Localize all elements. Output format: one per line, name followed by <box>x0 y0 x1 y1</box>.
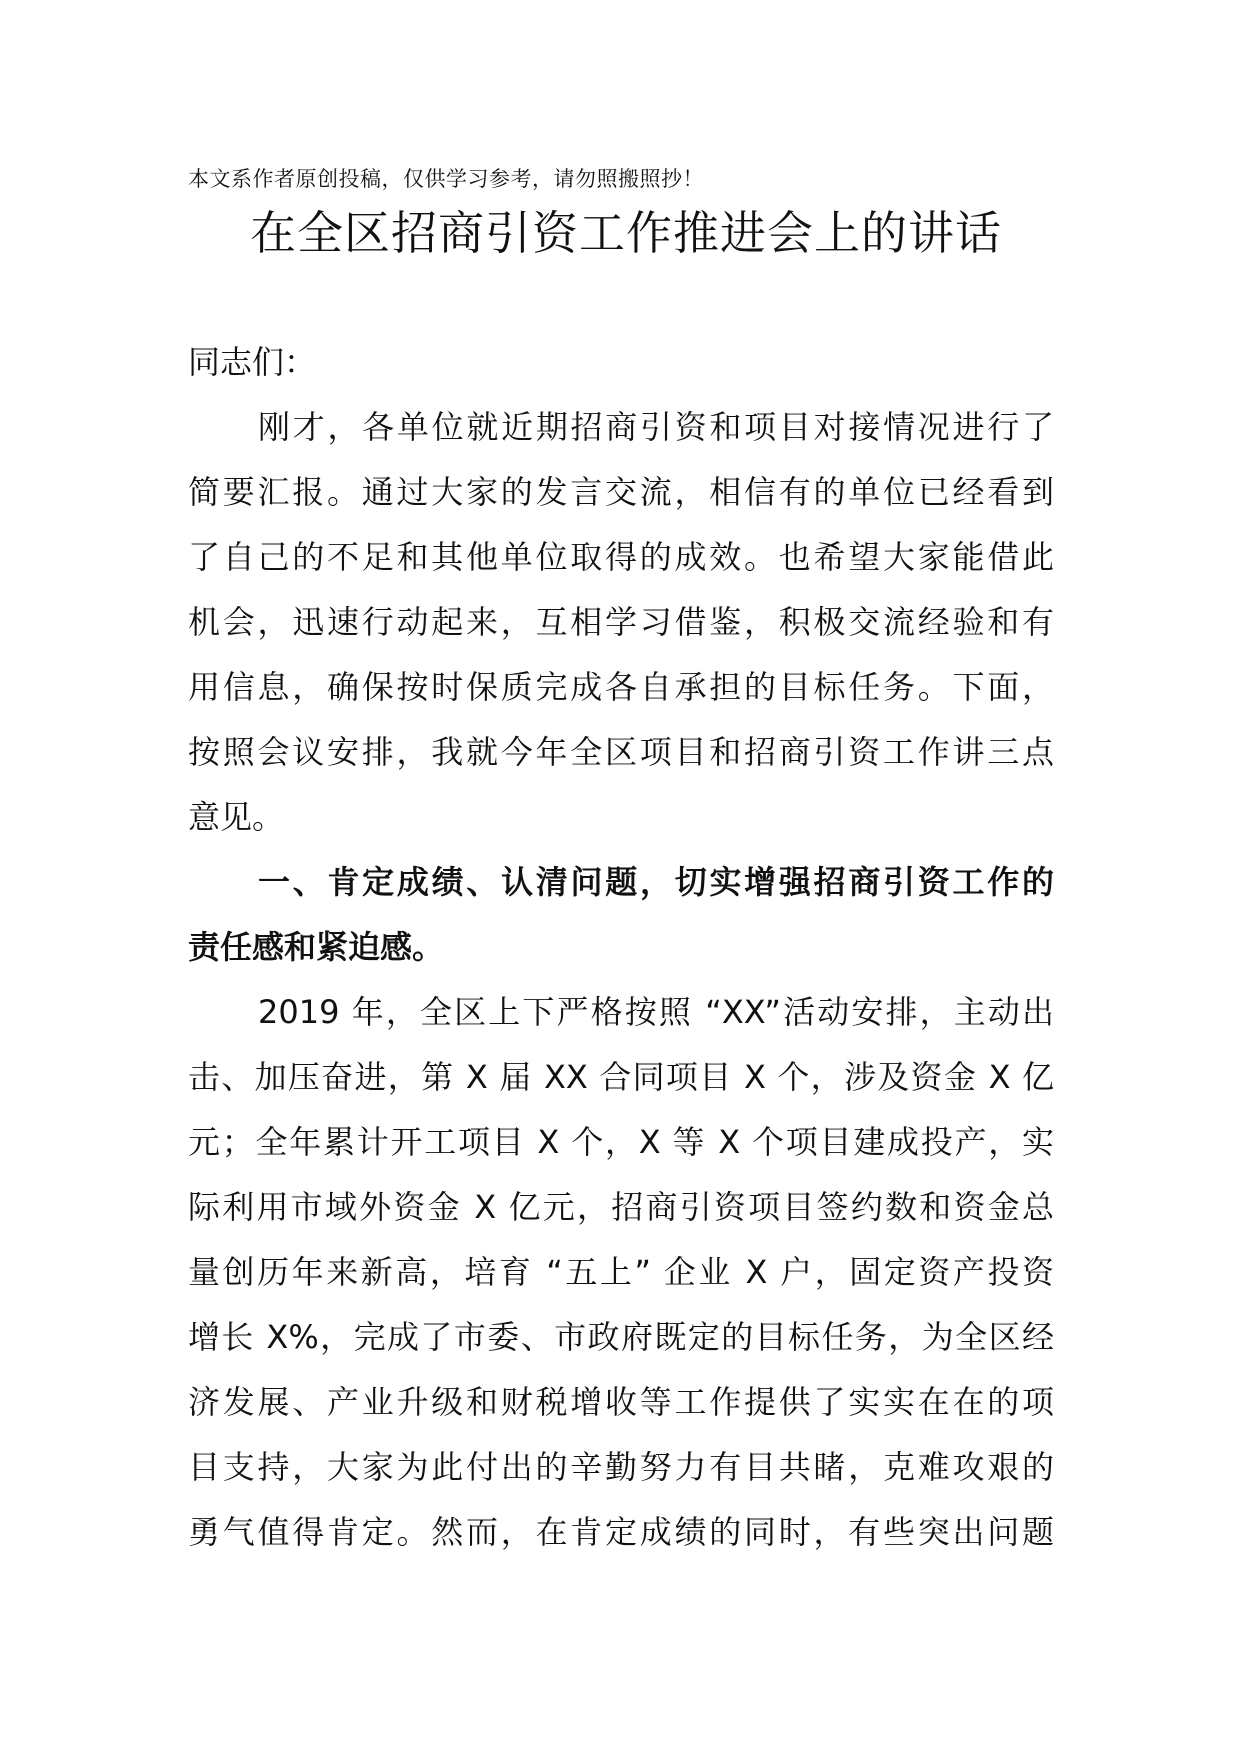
paragraph-line: 按照会议安排，我就今年全区项目和招商引资工作讲三点 <box>188 733 1054 771</box>
paragraph-line: 目支持，大家为此付出的辛勤努力有目共睹，克难攻艰的 <box>188 1448 1054 1486</box>
paragraph-line: 意见。 <box>188 798 285 836</box>
paragraph-line: 用信息，确保按时保质完成各自承担的目标任务。下面， <box>188 668 1054 706</box>
salutation: 同志们： <box>188 343 317 381</box>
document-title: 在全区招商引资工作推进会上的讲话 <box>250 206 1002 260</box>
section-heading-1 <box>188 850 1054 980</box>
paragraph-line: 刚才，各单位就近期招商引资和项目对接情况进行了 <box>258 408 1054 446</box>
paragraph-line: 机会，迅速行动起来，互相学习借鉴，积极交流经验和有 <box>188 603 1054 641</box>
paragraph-line: 了自己的不足和其他单位取得的成效。也希望大家能借此 <box>188 538 1054 576</box>
paragraph-line: 元；全年累计开工项目 X 个，X 等 X 个项目建成投产，实 <box>188 1123 1054 1161</box>
paragraph-line: 增长 X%，完成了市委、市政府既定的目标任务，为全区经 <box>188 1318 1054 1356</box>
paragraph-line: 击、加压奋进，第 X 届 XX 合同项目 X 个，涉及资金 X 亿 <box>188 1058 1054 1096</box>
paragraph-opening <box>188 395 1054 850</box>
paragraph-line: 济发展、产业升级和财税增收等工作提供了实实在在的项 <box>188 1383 1054 1421</box>
paragraph-line: 简要汇报。通过大家的发言交流，相信有的单位已经看到 <box>188 473 1054 511</box>
copyright-notice: 本文系作者原创投稿，仅供学习参考，请勿照搬照抄！ <box>188 167 704 191</box>
paragraph-line: 量创历年来新高，培育 “五上” 企业 X 户，固定资产投资 <box>188 1253 1054 1291</box>
paragraph-line: 勇气值得肯定。然而，在肯定成绩的同时，有些突出问题 <box>188 1513 1054 1551</box>
heading-line: 责任感和紧迫感。 <box>188 928 445 966</box>
paragraph-line: 2019 年，全区上下严格按照 “XX”活动安排，主动出 <box>258 993 1054 1031</box>
document-body <box>188 330 1054 1565</box>
paragraph-line: 际利用市域外资金 X 亿元，招商引资项目签约数和资金总 <box>188 1188 1054 1226</box>
paragraph-achievements <box>188 980 1054 1565</box>
heading-line: 一、肯定成绩、认清问题，切实增强招商引资工作的 <box>258 863 1054 901</box>
